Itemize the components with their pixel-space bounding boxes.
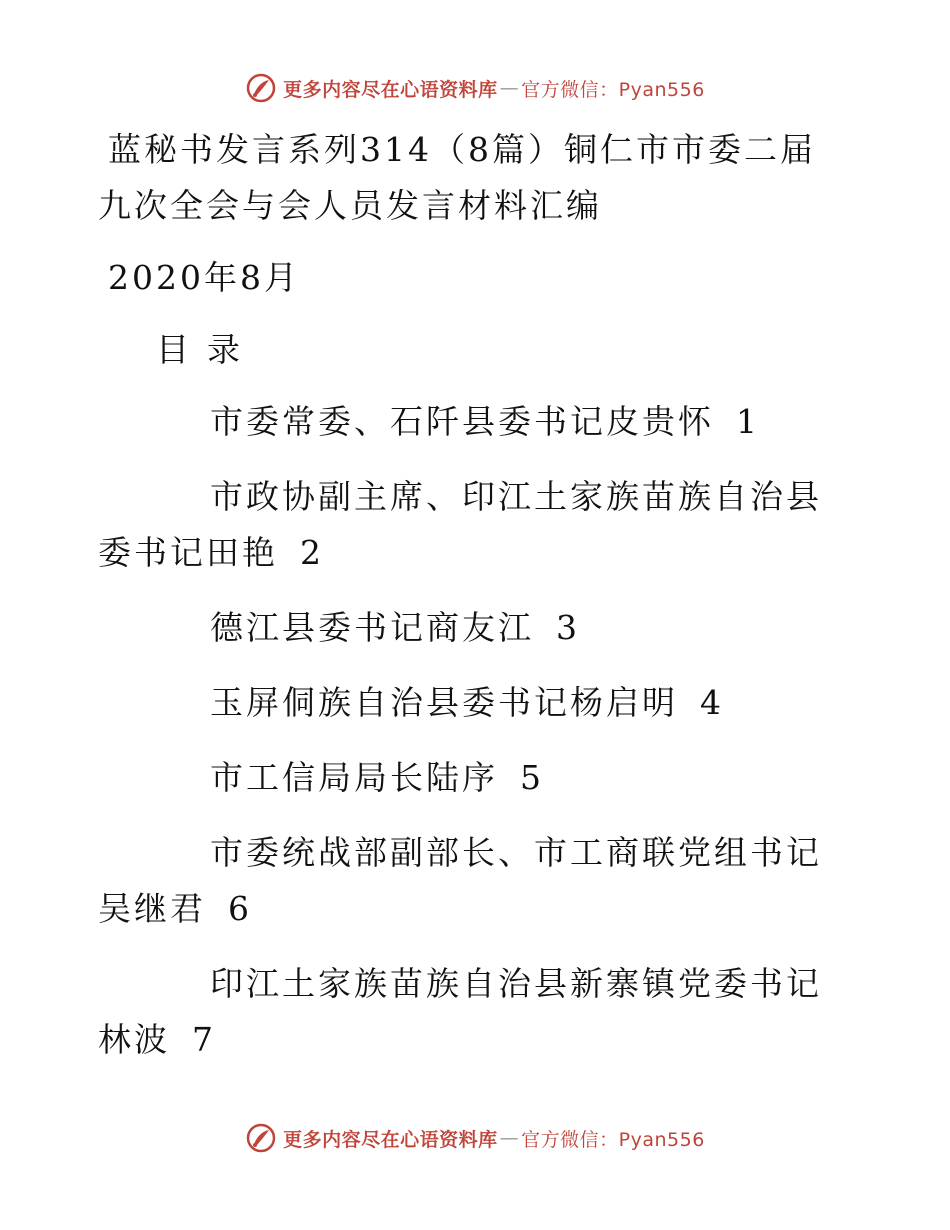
toc-entry [98, 675, 838, 731]
toc-heading: 目录 [156, 330, 258, 369]
toc-entry [98, 394, 838, 450]
document-title: 蓝秘书发言系列314（8篇）铜仁市市委二届九次全会与会人员发言材料汇编 [98, 130, 816, 225]
document-date: 2020年8月 [108, 258, 300, 297]
toc-entry [98, 469, 838, 581]
footer-watermark [0, 1122, 950, 1154]
toc-entry-text: 市工信局局长陆序 [210, 758, 498, 797]
toc-entry-text: 市政协副主席、印江土家族苗族自治县委书记田艳 [98, 477, 822, 572]
header-watermark [0, 72, 950, 104]
watermark-separator: — [499, 1127, 520, 1149]
toc-entry-text: 德江县委书记商友江 [210, 608, 534, 647]
brush-logo-icon [245, 72, 277, 104]
toc-entry [98, 825, 838, 937]
table-of-contents [98, 394, 838, 1068]
toc-entry-text: 印江土家族苗族自治县新寨镇党委书记林波 [98, 964, 822, 1059]
toc-entry [98, 750, 838, 806]
toc-page-number: 4 [700, 683, 724, 722]
document-body [98, 122, 838, 1087]
toc-page-number: 1 [736, 402, 760, 441]
toc-entry-text: 玉屏侗族自治县委书记杨启明 [210, 683, 678, 722]
toc-entry-text: 市委常委、石阡县委书记皮贵怀 [210, 402, 714, 441]
watermark-main-text: 更多内容尽在心语资料库 [283, 1128, 498, 1151]
watermark-contact: 官方微信：Pyan556 [521, 78, 705, 101]
toc-entry [98, 956, 838, 1068]
toc-entry [98, 600, 838, 656]
brush-logo-icon [245, 1122, 277, 1154]
toc-page-number: 5 [520, 758, 544, 797]
toc-entry-text: 市委统战部副部长、市工商联党组书记吴继君 [98, 833, 822, 928]
watermark-separator: — [499, 77, 520, 99]
watermark-contact: 官方微信：Pyan556 [521, 1128, 705, 1151]
toc-page-number: 2 [300, 533, 324, 572]
toc-page-number: 7 [192, 1020, 216, 1059]
toc-page-number: 6 [228, 889, 252, 928]
toc-page-number: 3 [556, 608, 580, 647]
watermark-main-text: 更多内容尽在心语资料库 [283, 78, 498, 101]
